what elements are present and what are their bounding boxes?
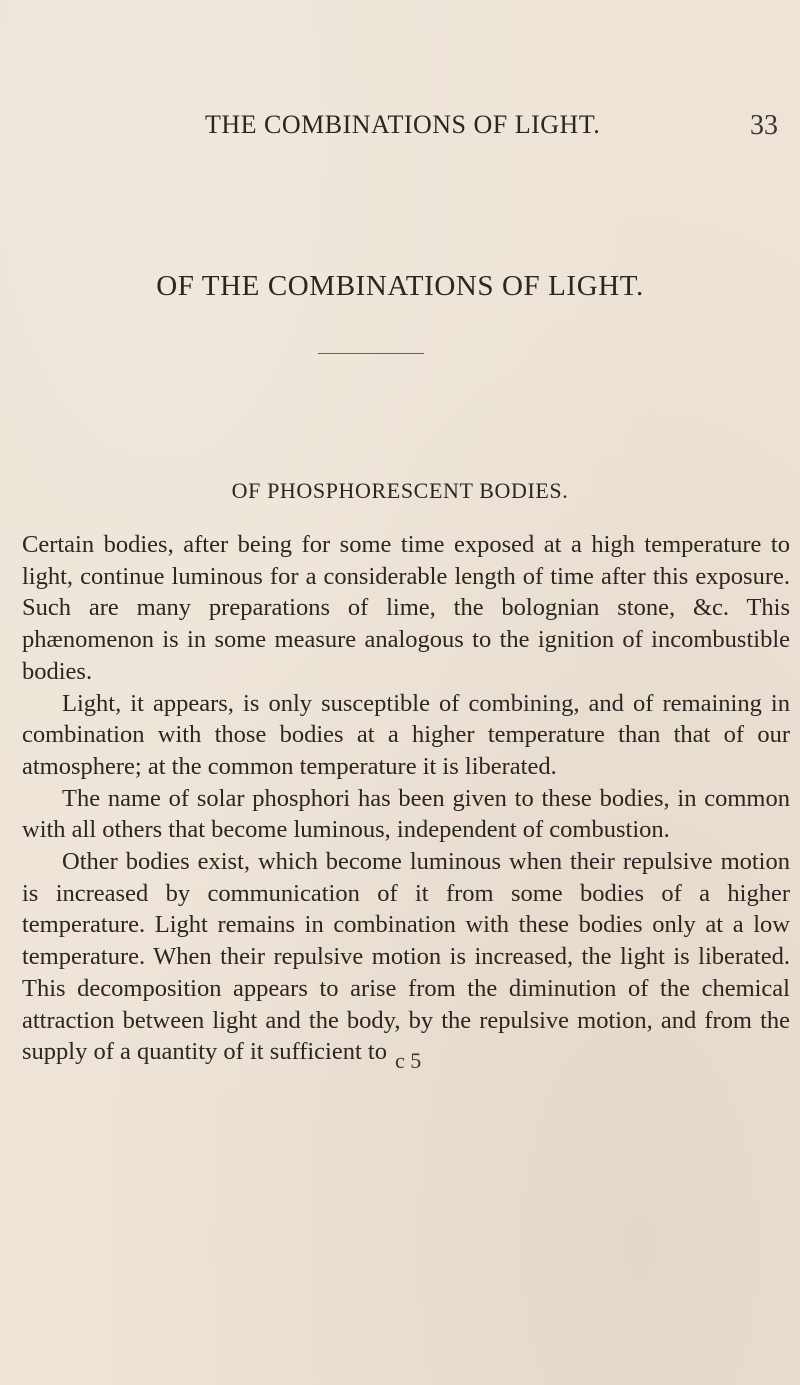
section-title: OF PHOSPHORESCENT BODIES.: [231, 478, 569, 503]
signature-mark: c 5: [395, 1048, 422, 1073]
title-rule: [318, 353, 424, 354]
running-head: THE COMBINATIONS OF LIGHT.: [205, 110, 601, 139]
chapter-title: OF THE COMBINATIONS OF LIGHT.: [156, 270, 644, 302]
paragraph: Other bodies exist, which become luminous when their repulsive motion is increased by communication of it from some bodies of a higher temperature. Light remains in combination with these bodies only at a low temperature. When their repulsive motion is increased, the light is liberated. This decomposition appears to arise from the diminution of the chemical attraction between light and the body, by the repulsive motion, and from the supply of a quantity of it sufficient to: [22, 848, 790, 1066]
page-number: 33: [750, 110, 778, 141]
paragraph: Certain bodies, after being for some time exposed at a high temperature to light, continue luminous for a considerable length of time after this exposure. Such are many preparations of lime, the bolognian stone, &c. This phænomenon is in some measure analogous to the ignition of incombustible bodies.: [22, 531, 790, 685]
body-text: [22, 529, 790, 1068]
paragraph: Light, it appears, is only susceptible of combining, and of remaining in combination with those bodies at a higher temperature than that of our atmosphere; at the common temperature it is liberated.: [22, 689, 790, 780]
paragraph: The name of solar phosphori has been given to these bodies, in common with all others that become luminous, independent of combustion.: [22, 784, 790, 844]
